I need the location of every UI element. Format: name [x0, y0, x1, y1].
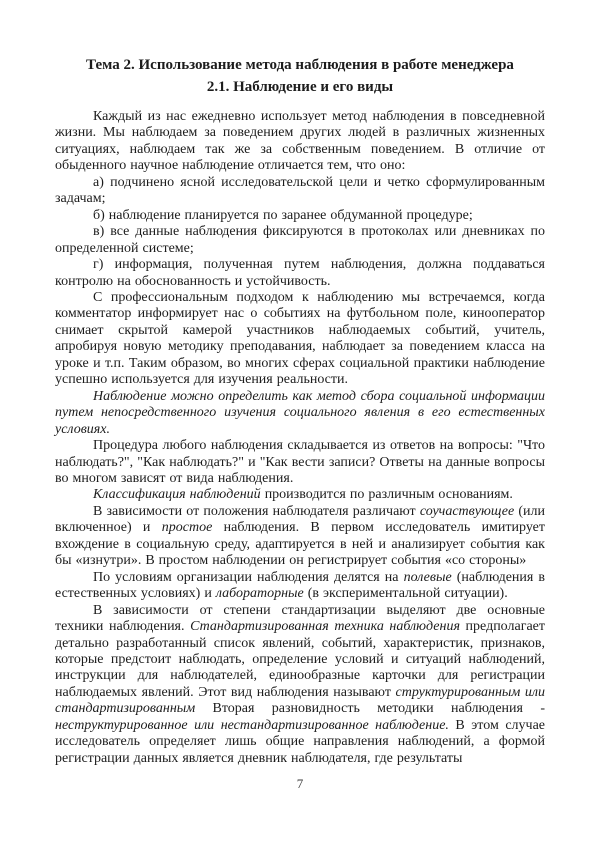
- text-run: Каждый из нас ежедневно использует метод наблюдения в повседневной жизни. Мы наблюдаем за поведением других людей в различных жизненных ситуациях, наблюдаем так же за собственным поведением. В отличие от обыденного научное наблюдение отличается тем, что оно:: [55, 109, 545, 174]
- text-run-italic: Наблюдение можно определить как метод сбора социальной информации путем непосредственного изучения социального явления в его естественных условиях.: [55, 388, 545, 437]
- paragraph-standardization: [55, 603, 545, 768]
- paragraph-professional: [55, 290, 545, 389]
- text-run-italic: неструктурированное или нестандартизированное наблюдение.: [55, 717, 449, 733]
- paragraph-intro: [55, 109, 545, 175]
- text-run: наблюдения. В первом исследователь имитирует вхождение в социальную среду, адаптируется в ней и анализирует события как бы «изнутри». В простом наблюдении он регистрирует события «со стороны»: [55, 520, 545, 569]
- document-title: [55, 54, 545, 98]
- paragraph-definition: [55, 389, 545, 438]
- text-run: Вторая разновидность методики наблюдения -: [195, 701, 545, 717]
- document-content: [55, 54, 545, 767]
- text-run-italic: лабораторные: [215, 586, 304, 602]
- paragraph-observer-position: [55, 504, 545, 570]
- text-run: б) наблюдение планируется по заранее обдуманной процедуре;: [93, 207, 473, 223]
- text-run: предполагает детально разработанный список явлений, событий, характеристик, признаков, которые предстоит наблюдать, определение условий и ситуаций наблюдений, инструкции для наблюдателей, единообразные карточки для регистрации наблюдаемых явлений. Этот вид наблюдения называют: [55, 619, 545, 700]
- text-run: Процедура любого наблюдения складывается из ответов на вопросы: "Что наблюдать?", "Как наблюдать?" и "Как вести записи? Ответы на данные вопросы во многом зависят от вида наблюдения.: [55, 438, 545, 486]
- title-line-1: Тема 2. Использование метода наблюдения в работе менеджера: [86, 57, 514, 73]
- text-run: По условиям организации наблюдения делятся на: [93, 569, 404, 585]
- list-item-g: [55, 257, 545, 290]
- text-run: (наблюдения в естественных условиях) и: [55, 569, 546, 602]
- paragraph-organization-conditions: [55, 570, 545, 603]
- text-run-italic: структурированным или стандартизированным: [55, 684, 545, 717]
- title-line-2: 2.1. Наблюдение и его виды: [206, 79, 394, 95]
- text-run-italic: Стандартизированная техника наблюдения: [190, 619, 460, 635]
- text-run: производится по различным основаниям.: [260, 487, 513, 503]
- text-run: С профессиональным подходом к наблюдению мы встречаемся, когда комментатор информирует нас о событиях на футбольном поле, кинооператор снимает скрытой камерой участников наблюдаемых событий, учитель, апробируя новую методику преподавания, наблюдает за поведением класса на уроке и т.п. Таким образом, во многих сферах социальной практики наблюдение успешно используется для изучения реальности.: [55, 289, 545, 388]
- list-item-b: [55, 208, 545, 224]
- text-run: а) подчинено ясной исследовательской цели и четко сформулированным задачам;: [55, 174, 545, 207]
- text-run-italic: Классификация наблюдений: [93, 487, 261, 503]
- text-run: В этом случае исследователь определяет лишь общие направления наблюдений, а формой регистрации данных является дневник наблюдателя, где результаты: [55, 717, 545, 766]
- text-run-italic: полевые: [403, 569, 452, 585]
- paragraph-procedure: [55, 438, 545, 487]
- text-run-italic: соучаствующее: [419, 503, 515, 519]
- text-run-italic: простое: [161, 520, 213, 536]
- list-item-v: [55, 224, 545, 257]
- text-run: в) все данные наблюдения фиксируются в протоколах или дневниках по определенной системе;: [55, 224, 545, 256]
- text-run: г) информация, полученная путем наблюдения, должна поддаваться контролю на обоснованность и устойчивость.: [55, 257, 545, 289]
- text-run: (в экспериментальной ситуации).: [303, 586, 508, 602]
- paragraph-classification: [55, 487, 545, 503]
- text-run: (или включенное) и: [55, 503, 545, 536]
- page-number: 7: [296, 776, 304, 791]
- list-item-a: [55, 175, 545, 208]
- text-run: В зависимости от степени стандартизации выделяют две основные техники наблюдения.: [55, 602, 545, 635]
- text-run: В зависимости от положения наблюдателя различают: [93, 503, 420, 519]
